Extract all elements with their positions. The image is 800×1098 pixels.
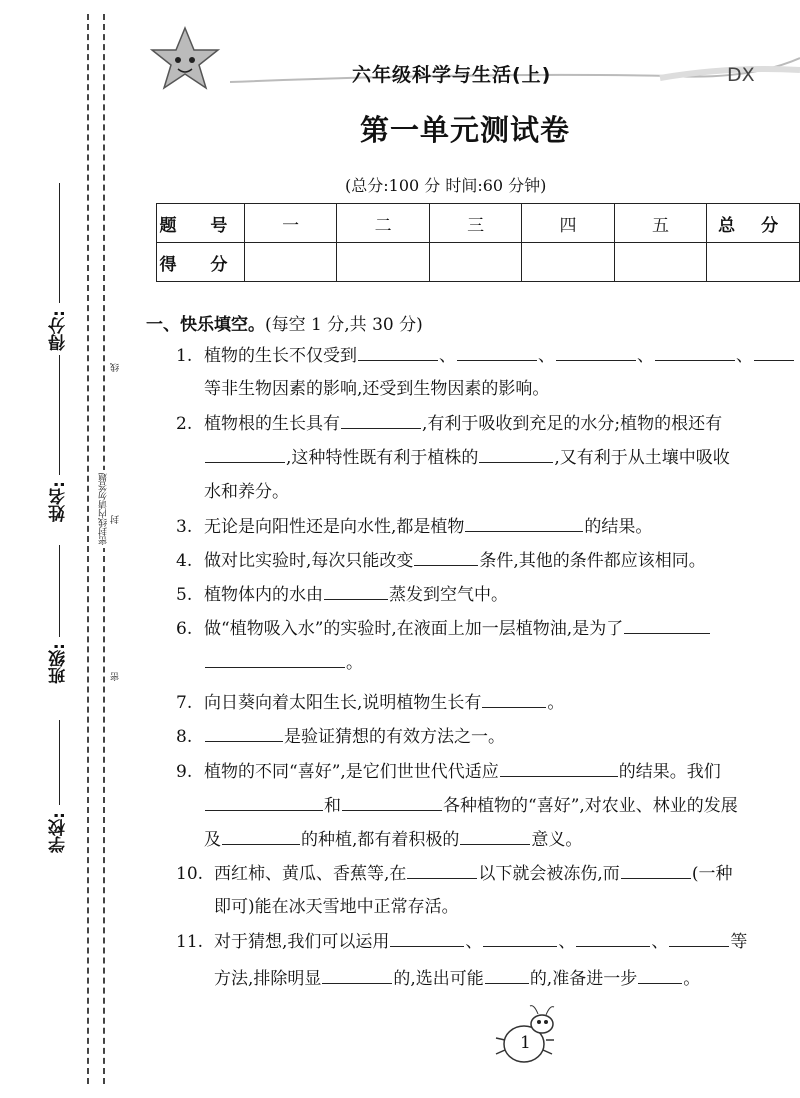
question-9-line-3 [204,828,582,851]
answer-blank[interactable] [341,412,421,429]
question-5 [176,583,508,606]
score-cell[interactable] [244,243,336,282]
answer-blank[interactable] [638,967,682,984]
question-text: 、 [538,346,555,366]
question-text: 方法,排除明显 [214,969,322,989]
question-text: 做“植物吸入水”的实验时,在液面上加一层植物油,是为了 [204,619,624,639]
question-10-line-2: 即可)能在冰天雪地中正常存活。 [214,897,459,917]
score-field[interactable] [59,183,60,303]
question-text: 的结果。我们 [618,762,721,782]
answer-blank[interactable] [500,760,618,777]
row-label: 得 分 [157,243,245,282]
answer-blank[interactable] [624,617,710,634]
question-text: 蒸发到空气中。 [389,585,508,605]
question-text: 和 [324,796,341,816]
question-number: 10. [176,864,204,884]
edition-code: DX [727,64,755,86]
question-number: 7. [176,693,193,713]
question-text: 、 [637,346,654,366]
answer-blank[interactable] [754,344,794,361]
answer-blank[interactable] [414,549,478,566]
question-2 [176,412,722,435]
table-row [157,204,800,243]
answer-blank[interactable] [485,967,529,984]
question-1 [176,344,795,367]
answer-blank[interactable] [358,344,438,361]
score-cell[interactable] [707,243,800,282]
answer-blank[interactable] [205,651,345,668]
score-cell[interactable] [522,243,614,282]
seal-mark-secret: 密 [111,672,121,681]
question-text: ,又有利于从土壤中吸收 [554,448,730,468]
answer-blank[interactable] [457,344,537,361]
question-3 [176,515,652,538]
table-row [157,243,800,282]
binding-line-inner [103,14,105,1084]
question-text: 做对比实验时,每次只能改变 [204,551,414,571]
answer-blank[interactable] [342,794,442,811]
name-label: 姓名: [49,481,69,522]
star-mascot-icon [140,24,230,94]
answer-blank[interactable] [483,930,557,947]
question-number: 4. [176,551,193,571]
question-text: 向日葵向着太阳生长,说明植物生长有 [204,693,482,713]
question-text: ,这种特性既有利于植株的 [286,448,479,468]
answer-blank[interactable] [669,930,729,947]
column-header: 五 [614,204,706,243]
section-1-note: (每空 1 分,共 30 分) [265,315,423,335]
score-cell[interactable] [337,243,429,282]
question-text: 、 [558,932,576,952]
question-text: (一种 [691,864,733,884]
score-cell[interactable] [429,243,521,282]
question-text: 、 [651,932,669,952]
question-9-line-2 [204,794,738,817]
column-header: 一 [244,204,336,243]
answer-blank[interactable] [322,967,392,984]
question-text: 的结果。 [584,517,653,537]
class-field[interactable] [59,545,60,637]
answer-blank[interactable] [479,446,553,463]
column-header: 三 [429,204,521,243]
question-9 [176,760,721,783]
question-text: 各种植物的“喜好”,对农业、林业的发展 [443,796,738,816]
exam-meta: (总分:100 分 时间:60 分钟) [345,176,547,195]
answer-blank[interactable] [621,862,691,879]
question-text: ,有利于吸收到充足的水分;植物的根还有 [422,414,723,434]
answer-blank[interactable] [576,930,650,947]
subject-title: 六年级科学与生活(上) [352,64,552,86]
question-text: 及 [204,830,221,850]
question-4 [176,549,706,572]
section-1-heading [146,310,423,335]
question-text: 、 [465,932,483,952]
question-text: 植物根的生长具有 [204,414,340,434]
question-1-line-2: 等非生物因素的影响,还受到生物因素的影响。 [204,379,550,399]
question-8 [176,725,505,748]
question-text: 、 [439,346,456,366]
row-label: 题 号 [157,204,245,243]
question-text: 意义。 [531,830,583,850]
answer-blank[interactable] [460,828,530,845]
question-text: 条件,其他的条件都应该相同。 [479,551,706,571]
question-6 [176,617,711,640]
question-text: 。 [547,693,565,713]
question-11 [176,930,747,953]
question-text: 等 [730,932,748,952]
question-10 [176,862,732,885]
answer-blank[interactable] [324,583,388,600]
question-text: 植物的生长不仅受到 [204,346,357,366]
question-11-line-2 [214,967,700,990]
question-number: 3. [176,517,193,537]
question-text: 以下就会被冻伤,而 [478,864,620,884]
question-text: 的,选出可能 [393,969,484,989]
seal-mark-line: 线 [111,363,121,372]
question-number: 2. [176,414,193,434]
question-number: 8. [176,727,193,747]
answer-blank[interactable] [222,828,300,845]
answer-blank[interactable] [205,794,323,811]
question-6-line-2 [204,651,363,674]
question-text: 。 [683,969,701,989]
seal-notice: 密封线内请勿答题 [97,470,110,548]
question-text: 对于猜想,我们可以运用 [214,932,390,952]
question-number: 6. [176,619,193,639]
question-text: 、 [736,346,753,366]
score-cell[interactable] [614,243,706,282]
page-title: 第一单元测试卷 [360,113,571,147]
section-1-title: 一、快乐填空。 [146,315,265,335]
question-2-line-2 [204,446,730,469]
score-label: 得分: [49,310,69,351]
school-label: 学校: [49,812,69,853]
question-7 [176,691,564,714]
answer-blank[interactable] [465,515,583,532]
question-text: 植物的不同“喜好”,是它们世世代代适应 [204,762,499,782]
class-label: 班级: [49,643,69,684]
question-text: 西红柿、黄瓜、香蕉等,在 [214,864,407,884]
seal-mark-seal: 封 [111,515,121,524]
page-number: 1 [520,1033,531,1053]
name-field[interactable] [59,355,60,475]
column-header: 二 [337,204,429,243]
question-2-line-3: 水和养分。 [204,482,289,502]
answer-blank[interactable] [205,725,283,742]
answer-blank[interactable] [205,446,285,463]
question-number: 11. [176,932,204,952]
question-text: 是验证猜想的有效方法之一。 [284,727,505,747]
question-text: 的种植,都有着积极的 [301,830,460,850]
question-number: 5. [176,585,193,605]
question-text: 植物体内的水由 [204,585,323,605]
school-field[interactable] [59,720,60,805]
column-header: 总 分 [707,204,800,243]
answer-blank[interactable] [390,930,464,947]
binding-line-outer [87,14,89,1084]
score-table [156,203,800,282]
answer-blank[interactable] [407,862,477,879]
question-number: 1. [176,346,193,366]
column-header: 四 [522,204,614,243]
question-text: 。 [346,653,363,673]
answer-blank[interactable] [482,691,546,708]
question-text: 的,准备进一步 [529,969,638,989]
question-text: 无论是向阳性还是向水性,都是植物 [204,517,465,537]
answer-blank[interactable] [556,344,636,361]
answer-blank[interactable] [655,344,735,361]
question-number: 9. [176,762,193,782]
